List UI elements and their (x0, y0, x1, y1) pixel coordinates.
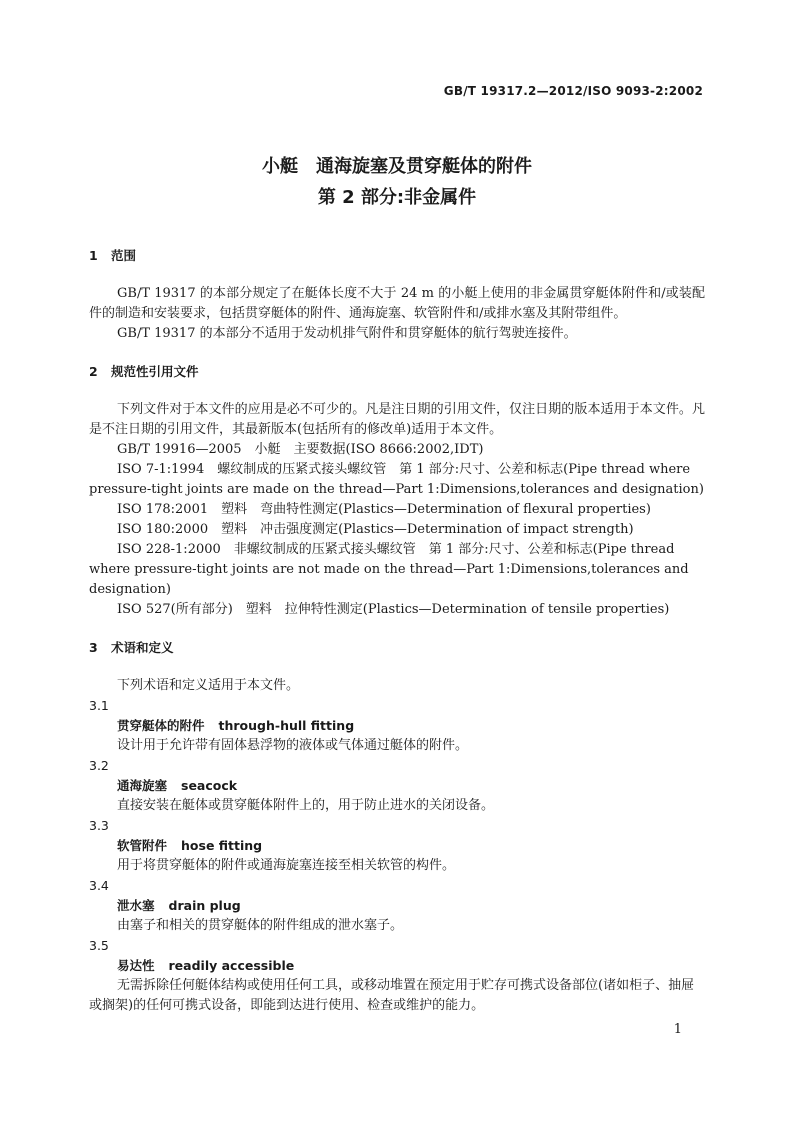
document-title: 小艇 通海旋塞及贯穿艇体的附件 (262, 156, 532, 177)
term-name (117, 776, 705, 796)
section-heading-terms (89, 638, 705, 658)
document-subtitle: 第 2 部分:非金属件 (317, 187, 477, 208)
term-definition: 设计用于允许带有固体悬浮物的液体或气体通过艇体的附件。 (117, 738, 469, 753)
term-definition: 直接安装在艇体或贯穿艇体附件上的，用于防止进水的关闭设备。 (117, 798, 495, 813)
reference-item: ISO 527(所有部分) 塑料 拉伸特性测定(Plastics—Determination of tensile properties) (117, 602, 670, 617)
term-number: 3.2 (89, 758, 109, 773)
term-name (117, 956, 705, 976)
reference-item: GB/T 19916—2005 小艇 主要数据(ISO 8666:2002,IDT) (117, 442, 484, 457)
reference-item: ISO 7-1:1994 螺纹制成的压紧式接头螺纹管 第 1 部分:尺寸、公差和标志(Pipe thread where pressure-tight joints are made on the thread—Part 1:Dimensions,tolerances and designation) (89, 462, 704, 497)
term-name-en: hose fitting (181, 838, 263, 853)
section-title: 术语和定义 (111, 640, 174, 655)
document-body (89, 246, 705, 1016)
section-number: 1 (89, 248, 98, 263)
reference-item: ISO 228-1:2000 非螺纹制成的压紧式接头螺纹管 第 1 部分:尺寸、公差和标志(Pipe thread where pressure-tight joints are not made on the thread—Part 1:Dimensions,tolerances and designation) (89, 542, 689, 597)
scope-paragraph-2: GB/T 19317 的本部分不适用于发动机排气附件和贯穿艇体的航行驾驶连接件。 (117, 326, 577, 341)
page-number: 1 (673, 1022, 682, 1037)
term-definition: 由塞子和相关的贯穿艇体的附件组成的泄水塞子。 (117, 918, 404, 933)
section-number: 3 (89, 640, 98, 655)
term-name (117, 896, 705, 916)
term-name (117, 716, 705, 736)
terms-intro: 下列术语和定义适用于本文件。 (117, 678, 300, 693)
section-number: 2 (89, 364, 98, 379)
term-number: 3.4 (89, 878, 109, 893)
term-name (117, 836, 705, 856)
standard-code: GB/T 19317.2—2012/ISO 9093-2:2002 (443, 84, 703, 98)
term-definition: 用于将贯穿艇体的附件或通海旋塞连接至相关软管的构件。 (117, 858, 456, 873)
term-number: 3.5 (89, 938, 109, 953)
section-heading-normative-references (89, 362, 705, 382)
term-number: 3.1 (89, 698, 109, 713)
reference-item: ISO 180:2000 塑料 冲击强度测定(Plastics—Determination of impact strength) (117, 522, 634, 537)
term-name-zh: 易达性 (117, 958, 155, 973)
term-name-en: through-hull fitting (218, 718, 355, 733)
term-definition: 无需拆除任何艇体结构或使用任何工具，或移动堆置在预定用于贮存可携式设备部位(诸如柜子、抽屉或搁架)的任何可携式设备，即能到达进行使用、检查或维护的能力。 (89, 978, 695, 1013)
term-name-en: seacock (181, 778, 238, 793)
section-heading-scope (89, 246, 705, 266)
section-title: 规范性引用文件 (111, 364, 199, 379)
references-intro: 下列文件对于本文件的应用是必不可少的。凡是注日期的引用文件，仅注日期的版本适用于本文件。凡是不注日期的引用文件，其最新版本(包括所有的修改单)适用于本文件。 (89, 402, 705, 437)
term-number: 3.3 (89, 818, 109, 833)
term-name-zh: 软管附件 (117, 838, 168, 853)
term-name-zh: 贯穿艇体的附件 (117, 718, 205, 733)
scope-paragraph-1: GB/T 19317 的本部分规定了在艇体长度不大于 24 m 的小艇上使用的非金属贯穿艇体附件和/或装配件的制造和安装要求，包括贯穿艇体的附件、通海旋塞、软管附件和/或排水塞及其附带组件。 (89, 286, 705, 321)
reference-item: ISO 178:2001 塑料 弯曲特性测定(Plastics—Determination of flexural properties) (117, 502, 651, 517)
section-title: 范围 (111, 248, 137, 263)
term-name-en: readily accessible (168, 958, 295, 973)
term-name-zh: 通海旋塞 (117, 778, 168, 793)
term-name-en: drain plug (168, 898, 241, 913)
term-name-zh: 泄水塞 (117, 898, 155, 913)
